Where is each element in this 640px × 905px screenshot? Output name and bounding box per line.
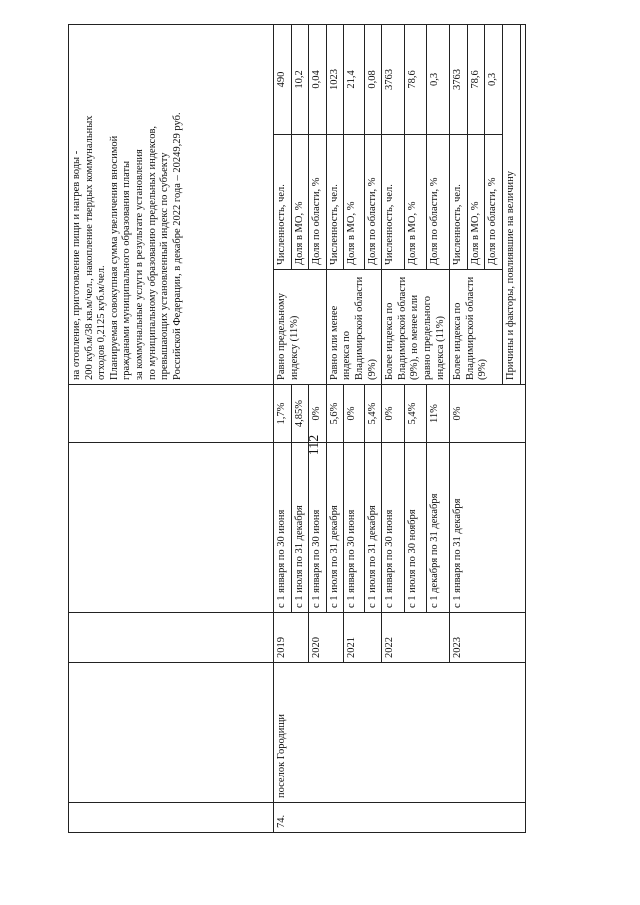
continuation-text bbox=[69, 24, 274, 384]
tariff-index-table bbox=[68, 24, 526, 833]
continuation-line: гражданами муниципального образования платы bbox=[121, 160, 133, 380]
footer-text: Причины и факторы, повлиявшие на величину bbox=[502, 24, 520, 384]
continuation-line: на отопление, приготовление пищи и нагрев воды - bbox=[71, 150, 82, 380]
year-cell: 2021 bbox=[344, 613, 382, 663]
metric-name: Доля по области, % bbox=[309, 135, 327, 270]
continuation-line: Планируемая совокупная сумма увеличения вносимой bbox=[108, 135, 120, 380]
year-cell: 2022 bbox=[382, 613, 450, 663]
period-cell: с 1 декабря по 31 декабря bbox=[427, 443, 450, 613]
municipality-name: поселок Городищи bbox=[274, 663, 526, 803]
index-value: 0% bbox=[344, 385, 364, 443]
index-value: 11% bbox=[427, 385, 450, 443]
index-value: 5,4% bbox=[364, 385, 382, 443]
metric-value: 3763 bbox=[382, 24, 405, 134]
metric-value: 0,3 bbox=[485, 24, 503, 134]
continuation-line: 200 куб.м/38 кв.м/чел., накопление твердых коммунальных bbox=[83, 115, 95, 380]
continuation-line: отходов 0,2125 куб.м/чел. bbox=[96, 265, 108, 380]
metric-name: Численность, чел. bbox=[450, 135, 468, 270]
row-number: 74. bbox=[274, 803, 526, 833]
metric-name: Численность, чел. bbox=[274, 135, 292, 270]
period-cell: с 1 января по 30 июня bbox=[274, 443, 292, 613]
metric-value: 10,2 bbox=[291, 24, 309, 134]
period-cell: с 1 июля по 31 декабря bbox=[364, 443, 382, 613]
metric-value: 0,04 bbox=[309, 24, 327, 134]
metric-name: Численность, чел. bbox=[382, 135, 405, 270]
metric-value: 0,3 bbox=[427, 24, 450, 134]
metric-name: Доля в МО, % bbox=[467, 135, 485, 270]
metric-value: 1023 bbox=[326, 24, 344, 134]
index-value: 0% bbox=[382, 385, 405, 443]
metric-name: Доля по области, % bbox=[364, 135, 382, 270]
index-value: 0% bbox=[450, 385, 525, 443]
metric-value: 0,08 bbox=[364, 24, 382, 134]
group-label: Более индекса по Владимирской области (9%), но менее или равно предельного индекса (11%) bbox=[382, 270, 450, 385]
metric-name: Численность, чел. bbox=[326, 135, 344, 270]
period-cell: с 1 июля по 30 ноября bbox=[404, 443, 427, 613]
metric-name: Доля в МО, % bbox=[404, 135, 427, 270]
index-value: 4,85% bbox=[291, 385, 309, 443]
metric-name: Доля по области, % bbox=[485, 135, 503, 270]
period-cell: с 1 июля по 31 декабря bbox=[291, 443, 309, 613]
year-cell: 2023 bbox=[450, 613, 525, 663]
rotated-table-sheet bbox=[68, 25, 595, 833]
index-value: 5,4% bbox=[404, 385, 427, 443]
period-cell: с 1 января по 30 июня bbox=[382, 443, 405, 613]
index-value: 0% bbox=[309, 385, 327, 443]
page-number: 112 bbox=[307, 434, 323, 456]
continuation-line: Российской Федерации, в декабре 2022 года – 20249,29 руб. bbox=[171, 112, 183, 380]
metric-value: 78,6 bbox=[467, 24, 485, 134]
period-cell: с 1 июля по 31 декабря bbox=[326, 443, 344, 613]
metric-value: 78,6 bbox=[404, 24, 427, 134]
period-cell: с 1 января по 31 декабря bbox=[450, 443, 525, 613]
group-label: Равно предельному индексу (11%) bbox=[274, 270, 327, 385]
continuation-line: за коммунальные услуги в результате установления bbox=[133, 149, 145, 380]
metric-name: Доля в МО, % bbox=[291, 135, 309, 270]
metric-value: 3763 bbox=[450, 24, 468, 134]
metric-name: Доля по области, % bbox=[427, 135, 450, 270]
year-cell: 2020 bbox=[309, 613, 344, 663]
period-cell: с 1 января по 30 июня bbox=[344, 443, 364, 613]
metric-value: 21,4 bbox=[344, 24, 364, 134]
table-row bbox=[274, 24, 292, 832]
year-cell: 2019 bbox=[274, 613, 309, 663]
metric-name: Доля в МО, % bbox=[344, 135, 364, 270]
metric-value: 490 bbox=[274, 24, 292, 134]
continuation-row bbox=[69, 24, 274, 832]
index-value: 5,6% bbox=[326, 385, 344, 443]
continuation-line: по муниципальному образованию предельных индексов, bbox=[146, 125, 158, 380]
period-cell: с 1 января по 30 июня bbox=[309, 443, 327, 613]
group-label: Равно или менее индекса по Владимирской области (9%) bbox=[326, 270, 381, 385]
index-value: 1,7% bbox=[274, 385, 292, 443]
group-label: Более индекса по Владимирской области (9%) bbox=[450, 270, 503, 385]
continuation-line: превышающих установленный индекс по субъекту bbox=[159, 152, 171, 380]
